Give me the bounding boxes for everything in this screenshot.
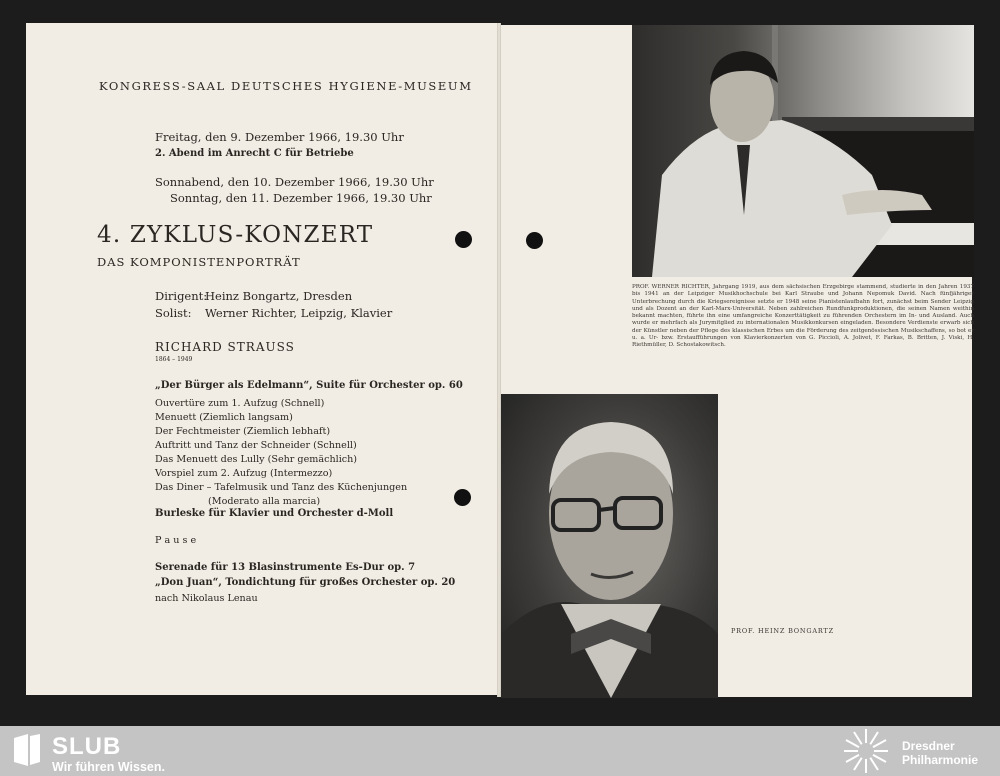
philharmonie-line2: Philharmonie: [902, 753, 979, 767]
philharmonie-logo-icon: [842, 728, 890, 774]
movement-item: Vorspiel zum 2. Aufzug (Intermezzo): [155, 468, 333, 479]
composer-years: 1864 – 1949: [155, 356, 193, 363]
series-info: 2. Abend im Anrecht C für Betriebe: [155, 148, 354, 159]
conductor-illustration: [501, 394, 718, 698]
concert-hall: KONGRESS-SAAL DEUTSCHES HYGIENE-MUSEUM: [99, 79, 473, 93]
movement-item: Der Fechtmeister (Ziemlich lebhaft): [155, 426, 331, 437]
philharmonie-logo-text: [902, 739, 978, 767]
composer-name: RICHARD STRAUSS: [155, 340, 295, 354]
movement-list: [155, 397, 407, 509]
punch-hole: [455, 231, 472, 248]
movement-item: (Moderato alla marcia): [208, 496, 321, 507]
concert-subtitle: DAS KOMPONISTENPORTRÄT: [97, 255, 301, 269]
philharmonie-line1: Dresdner: [902, 739, 955, 753]
intermission: P a u s e: [155, 535, 197, 546]
conductor-label: Dirigent:: [155, 289, 208, 303]
date-saturday: Sonnabend, den 10. Dezember 1966, 19.30 Uhr: [155, 175, 434, 189]
work-serenade: Serenade für 13 Blasinstrumente Es-Dur op. 7: [155, 562, 416, 573]
slub-logo-icon: [12, 732, 42, 768]
pianist-illustration: [632, 25, 974, 277]
punch-hole: [526, 232, 543, 249]
slub-tagline: Wir führen Wissen.: [52, 760, 165, 774]
conductor-caption: PROF. HEINZ BONGARTZ: [731, 627, 834, 635]
soloist-label: Solist:: [155, 306, 192, 320]
work-don-juan: „Don Juan“, Tondichtung für großes Orchester op. 20: [155, 577, 456, 588]
left-page: [26, 23, 498, 695]
soloist-name: Werner Richter, Leipzig, Klavier: [205, 306, 393, 320]
pianist-photo: [632, 25, 974, 277]
movement-item: Menuett (Ziemlich langsam): [155, 412, 293, 423]
concert-title: 4. ZYKLUS-KONZERT: [97, 222, 374, 248]
work-don-juan-note: nach Nikolaus Lenau: [155, 593, 258, 604]
slub-logo-text: SLUB: [52, 733, 122, 760]
conductor-photo: [501, 394, 718, 698]
movement-item: Ouvertüre zum 1. Aufzug (Schnell): [155, 398, 325, 409]
movement-item: Das Menuett des Lully (Sehr gemächlich): [155, 454, 358, 465]
date-sunday: Sonntag, den 11. Dezember 1966, 19.30 Uhr: [170, 191, 432, 205]
work-burleske: Burleske für Klavier und Orchester d-Moll: [155, 508, 394, 519]
movement-item: Das Diner – Tafelmusik und Tanz des Küchenjungen: [155, 482, 408, 493]
work-suite: „Der Bürger als Edelmann“, Suite für Orchester op. 60: [155, 380, 463, 391]
pianist-biography: PROF. WERNER RICHTER, Jahrgang 1919, aus dem sächsischen Erzgebirge stammend, studierte in den Jahren 1937 bis 1941 an der Leipziger Musikhochschule bei Karl Straube und Johann Nepomuk David. Nach fünfjähriger Unterbrechung durch die Kriegsereignisse setzte er 1948 seine Pianistenlaufbahn fort, zunächst beim Sender Leipzig und als Dozent an der Karl-Marx-Universität. Neben zahlreichen Rundfunkproduktionen, die seinen Namen weithin bekannt machten, führte ihn eine umfangreiche Konzerttätigkeit zu führenden Orchestern im In- und Ausland. Auch wurde er mehrfach als Jurymitglied zu internationalen Musikkonkursen eingeladen. Besondere Verdienste erwarb sich der Künstler neben der Pflege des klassischen Erbes um die Förderung des zeitgenössischen Musikschaffens, so bot er u. a. Ur- bzw. Erstaufführungen von Klavierkonzerten von G. Piccioli, A. Jolivet, F. Farkas, B. Britten, J. Viski, H. Riethmüller, D. Schostakowitsch.: [632, 284, 974, 349]
movement-item: Auftritt und Tanz der Schneider (Schnell): [155, 440, 357, 451]
conductor-name: Heinz Bongartz, Dresden: [205, 289, 353, 303]
date-friday: Freitag, den 9. Dezember 1966, 19.30 Uhr: [155, 130, 404, 144]
footer-bar: [0, 726, 1000, 776]
punch-hole: [454, 489, 471, 506]
